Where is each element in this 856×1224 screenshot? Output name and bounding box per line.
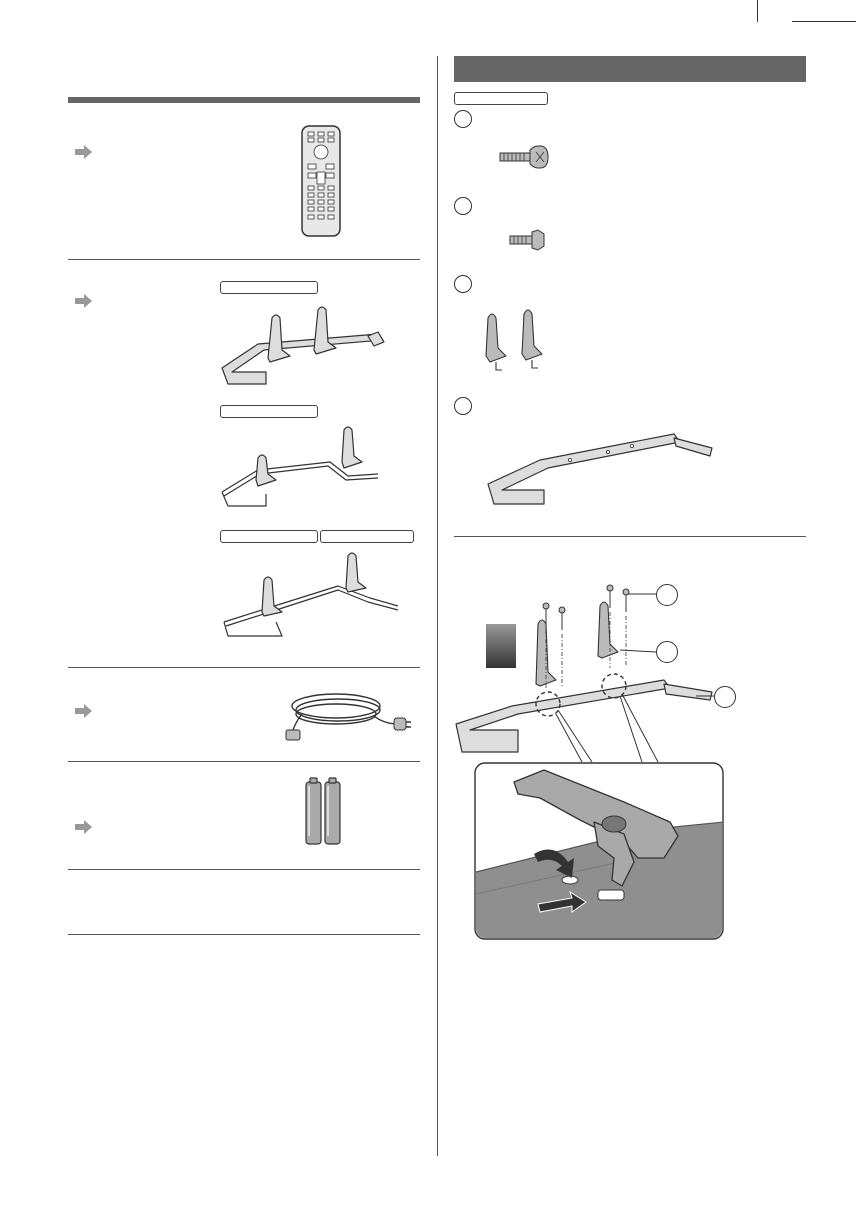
callout-circle [714, 686, 736, 708]
arrow-right-icon [74, 145, 94, 159]
section-heading-rule [68, 97, 420, 103]
pedestal-image [218, 298, 392, 390]
section-divider [68, 761, 420, 762]
detail-zoom-image [474, 762, 724, 940]
batteries-image [304, 776, 342, 846]
callout-circle [656, 584, 678, 606]
part-marker-c [454, 275, 472, 293]
part-marker-a [454, 110, 472, 128]
screw-a-image [498, 142, 550, 172]
remote-control-image [300, 124, 342, 238]
arrow-right-icon [74, 820, 94, 834]
pedestal-image [218, 422, 392, 514]
bracket-c-image [482, 308, 552, 374]
model-tag [320, 530, 414, 543]
model-tag [220, 405, 318, 418]
screw-b-image [508, 228, 546, 252]
crop-mark-top [757, 0, 758, 22]
part-marker-d [454, 397, 472, 415]
callout-circle [656, 641, 678, 663]
arrow-right-icon [74, 704, 94, 718]
pedestal-image [220, 550, 400, 642]
section-divider [68, 667, 420, 668]
model-tag [220, 530, 318, 543]
section-divider [454, 536, 806, 537]
section-header-bar [454, 56, 806, 82]
mains-lead-image [284, 684, 412, 746]
section-divider [68, 934, 420, 935]
crop-mark-side [792, 21, 856, 22]
section-divider [68, 869, 420, 870]
base-d-image [484, 424, 716, 508]
section-divider [68, 259, 420, 260]
model-tag [220, 281, 318, 294]
part-marker-b [454, 197, 472, 215]
arrow-right-icon [74, 294, 94, 308]
assembly-diagram [452, 576, 752, 762]
model-tag [454, 92, 548, 105]
column-divider [437, 56, 438, 1156]
